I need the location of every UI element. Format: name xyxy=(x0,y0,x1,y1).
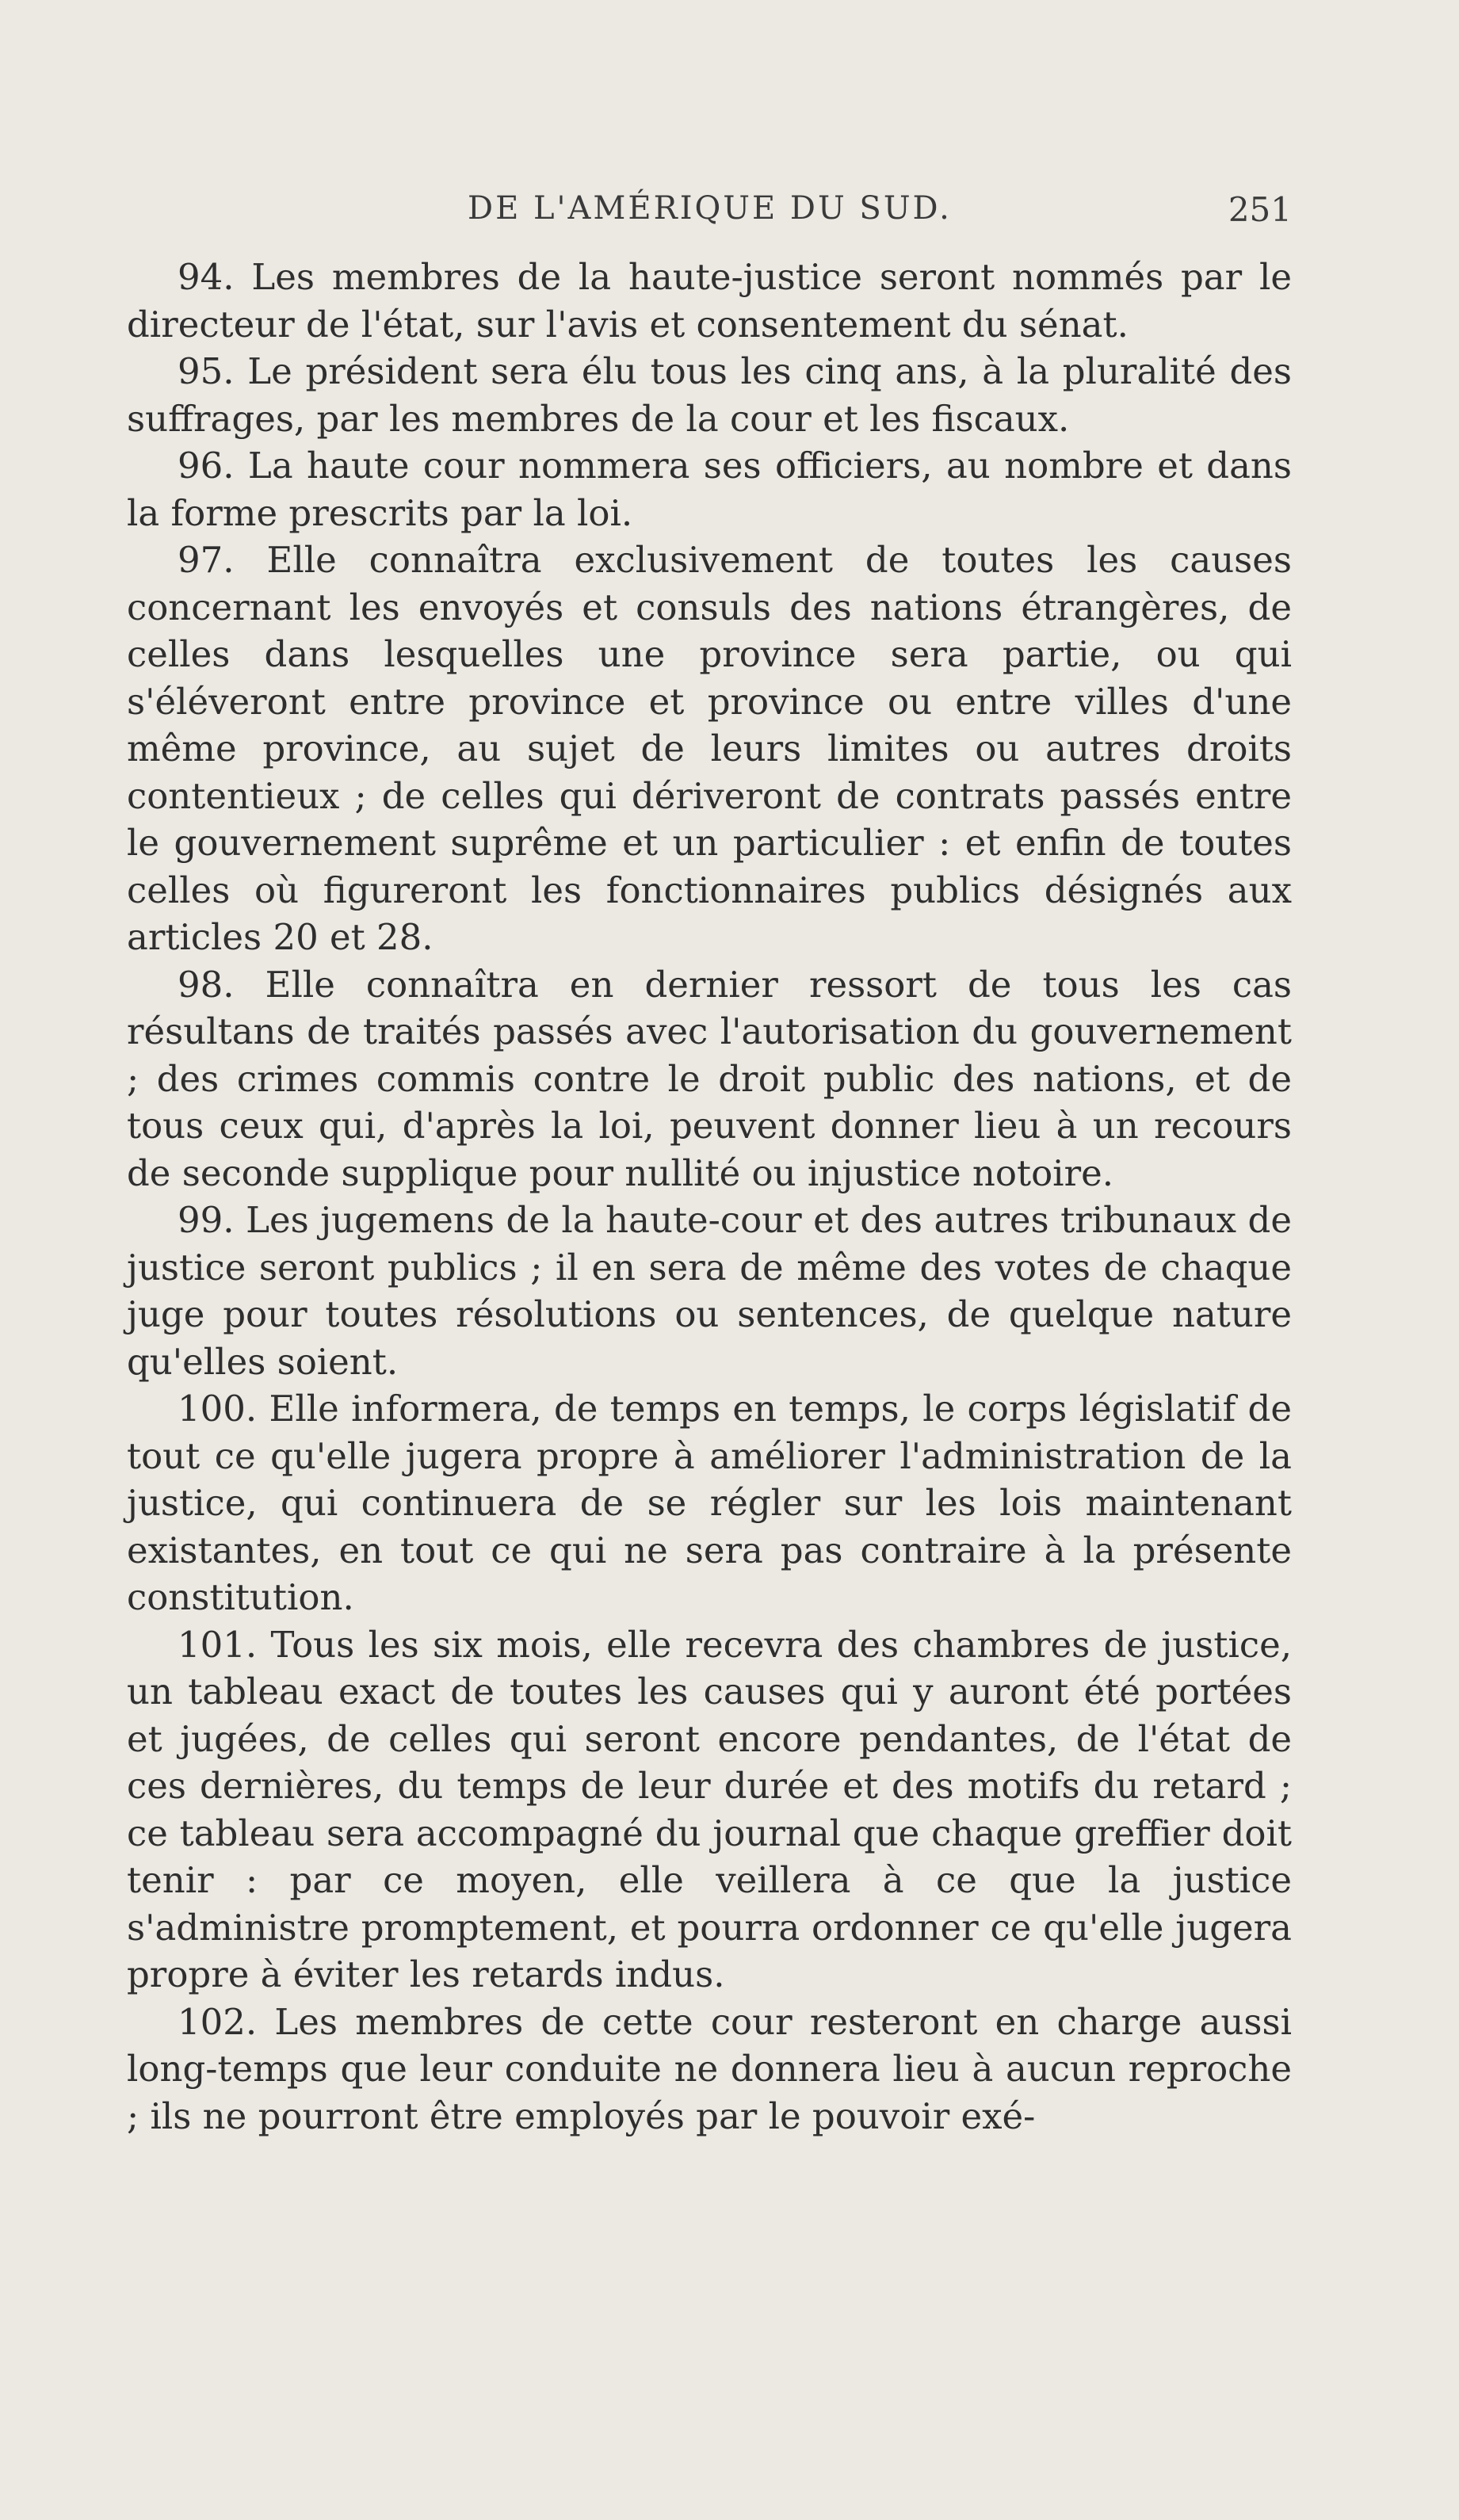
page-number: 251 xyxy=(1228,190,1292,229)
article-96: 96. La haute cour nommera ses officiers, au nombre et dans la forme prescrits par la loi. xyxy=(127,445,1292,534)
article-100: 100. Elle informera, de temps en temps, le corps législatif de tout ce qu'elle jugera propre à améliorer l'administration de la justice, qui continuera de se régler sur les lois maintenant existantes, en tout ce qui ne sera pas contraire à la présente constitution. xyxy=(127,1388,1292,1618)
article-94: 94. Les membres de la haute-justice seront nommés par le directeur de l'état, sur l'avis et consentement du sénat. xyxy=(127,256,1292,346)
page-header xyxy=(127,190,1292,238)
article-102: 102. Les membres de cette cour resteront en charge aussi long-temps que leur conduite ne donnera lieu à aucun reproche ; ils ne pourront être employés par le pouvoir exé- xyxy=(127,2000,1292,2137)
running-head: DE L'AMÉRIQUE DU SUD. xyxy=(468,190,952,227)
article-99: 99. Les jugemens de la haute-cour et des autres tribunaux de justice seront publics ; il en sera de même des votes de chaque juge pour toutes résolutions ou sentences, de quelque nature qu'elles soient. xyxy=(127,1199,1292,1383)
page-body xyxy=(127,254,1292,2140)
article-98: 98. Elle connaîtra en dernier ressort de tous les cas résultans de traités passés avec l'autorisation du gouvernement ; des crimes commis contre le droit public des nations, et de tous ceux qui, d'après la loi, peuvent donner lieu à un recours de seconde supplique pour nullité ou injustice notoire. xyxy=(127,963,1292,1194)
article-101: 101. Tous les six mois, elle recevra des chambres de justice, un tableau exact de toutes les causes qui y auront été portées et jugées, de celles qui seront encore pendantes, de l'état de ces dernières, du temps de leur durée et des motifs du retard ; ce tableau sera accompagné du journal que chaque greffier doit tenir : par ce moyen, elle veillera à ce que la justice s'administre promptement, et pourra ordonner ce qu'elle jugera propre à éviter les retards indus. xyxy=(127,1623,1292,1995)
article-97: 97. Elle connaîtra exclusivement de toutes les causes concernant les envoyés et consuls des nations étrangères, de celles dans lesquelles une province sera partie, ou qui s'éléveront entre province et province ou entre villes d'une même province, au sujet de leurs limites ou autres droits contentieux ; de celles qui dériveront de contrats passés entre le gouvernement suprême et un particulier : et enfin de toutes celles où figureront les fonctionnaires publics désignés aux articles 20 et 28. xyxy=(127,539,1292,958)
article-95: 95. Le président sera élu tous les cinq ans, à la pluralité des suffrages, par les membres de la cour et les fiscaux. xyxy=(127,350,1292,440)
